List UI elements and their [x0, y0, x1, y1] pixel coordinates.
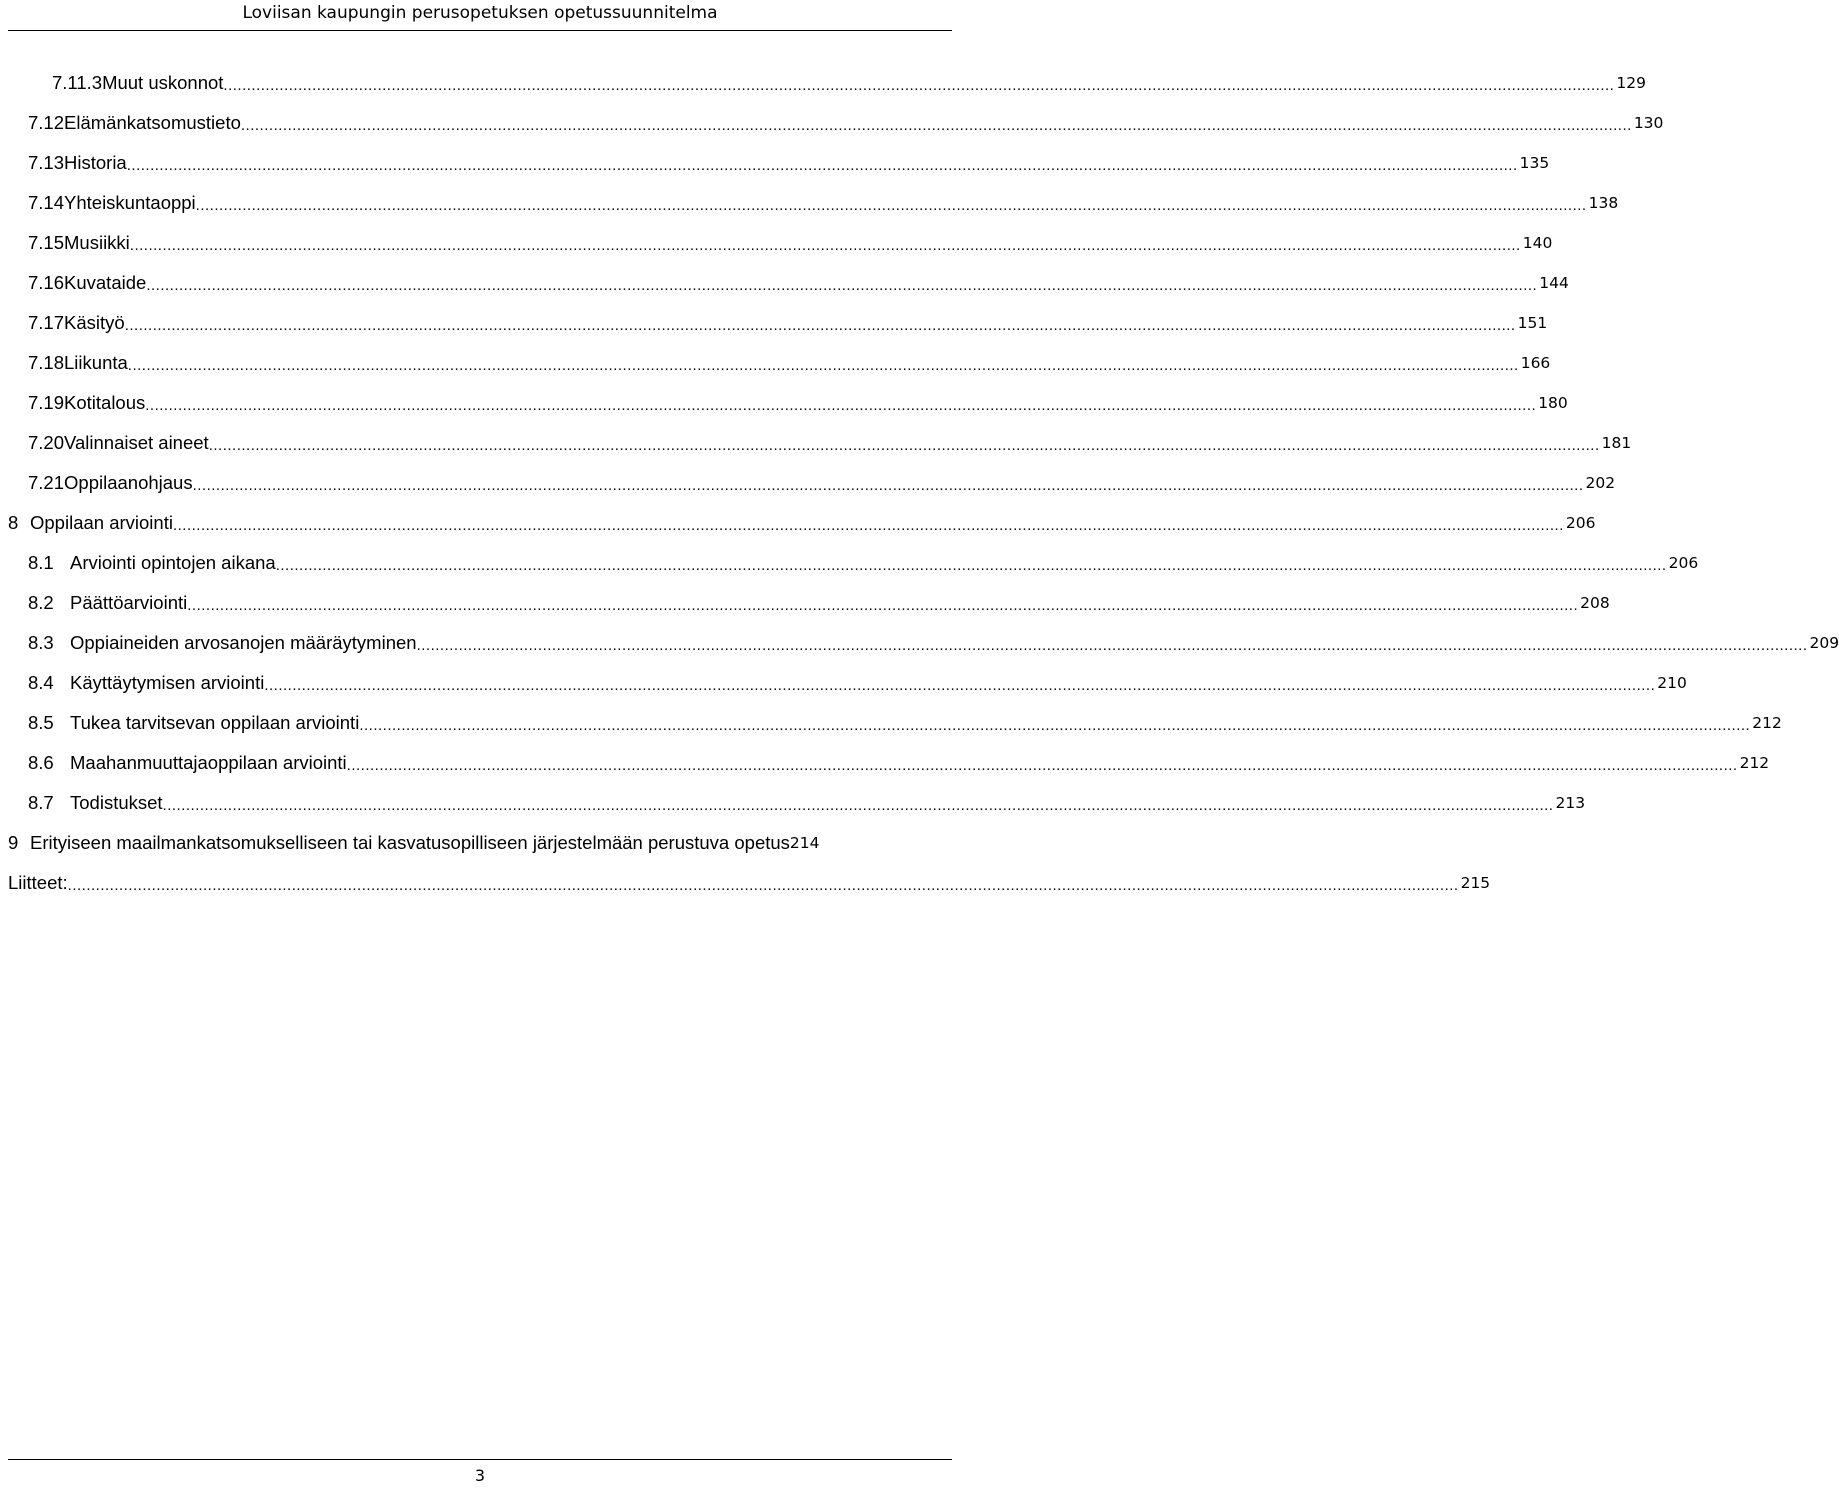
toc-dot-leader — [173, 513, 1564, 534]
toc-entry-number: 7.16 — [28, 272, 64, 294]
toc-entry-title: Tukea tarvitsevan oppilaan arviointi — [70, 712, 359, 734]
running-header: Loviisan kaupungin perusopetuksen opetussuunnitelma — [0, 0, 960, 27]
toc-dot-leader — [241, 113, 1632, 134]
toc-dot-leader — [417, 633, 1808, 654]
toc-entry-title: Liitteet: — [8, 872, 68, 894]
toc-entry-title: Käyttäytymisen arviointi — [70, 672, 264, 694]
toc-entry[interactable] — [28, 463, 952, 503]
toc-entry-number: 8 — [8, 512, 30, 534]
toc-entry-title: Historia — [64, 152, 127, 174]
toc-entry-page: 135 — [1518, 154, 1550, 172]
toc-entry-number: 7.14 — [28, 192, 64, 214]
toc-entry[interactable] — [28, 143, 952, 183]
toc-entry-page: 209 — [1808, 634, 1839, 652]
toc-entry[interactable] — [28, 303, 952, 343]
toc-entry[interactable] — [8, 863, 952, 903]
toc-dot-leader — [193, 473, 1584, 494]
toc-entry-title: Oppilaanohjaus — [64, 472, 193, 494]
toc-entry[interactable] — [28, 583, 952, 623]
toc-dot-leader — [276, 553, 1667, 574]
toc-entry-title: Kuvataide — [64, 272, 146, 294]
toc-entry-title: Päättöarviointi — [70, 592, 187, 614]
toc-dot-leader — [264, 673, 1655, 694]
toc-entry-title: Yhteiskuntaoppi — [64, 192, 196, 214]
toc-entry-page: 130 — [1632, 114, 1664, 132]
toc-dot-leader — [127, 153, 1518, 174]
toc-dot-leader — [196, 193, 1587, 214]
toc-entry[interactable] — [28, 543, 952, 583]
toc-entry[interactable] — [28, 103, 952, 143]
toc-entry[interactable] — [28, 743, 952, 783]
toc-entry-page: 214 — [790, 834, 820, 852]
toc-entry[interactable] — [28, 223, 952, 263]
toc-entry-number: 8.4 — [28, 672, 70, 694]
toc-entry-page: 138 — [1587, 194, 1619, 212]
toc-entry-number: 9 — [8, 832, 30, 854]
toc-entry-page: 208 — [1578, 594, 1610, 612]
toc-entry-title: Kotitalous — [64, 392, 145, 414]
footer-divider — [8, 1459, 952, 1460]
toc-entry-number: 7.15 — [28, 232, 64, 254]
toc-entry-number: 8.3 — [28, 632, 70, 654]
toc-entry-title: Arviointi opintojen aikana — [70, 552, 276, 574]
toc-dot-leader — [125, 313, 1516, 334]
toc-entry-page: 129 — [1614, 74, 1646, 92]
toc-entry-page: 206 — [1667, 554, 1699, 572]
toc-entry-title: Käsityö — [64, 312, 125, 334]
toc-entry-title: Todistukset — [70, 792, 163, 814]
toc-entry-page: 206 — [1564, 514, 1596, 532]
toc-entry-page: 212 — [1750, 714, 1782, 732]
toc-entry-number: 8.6 — [28, 752, 70, 774]
toc-dot-leader — [163, 793, 1554, 814]
toc-entry-page: 166 — [1519, 354, 1551, 372]
toc-entry-title: Muut uskonnot — [102, 72, 223, 94]
toc-dot-leader — [146, 273, 1537, 294]
toc-entry[interactable] — [28, 383, 952, 423]
toc-entry-page: 213 — [1553, 794, 1585, 812]
toc-entry-title: Musiikki — [64, 232, 130, 254]
toc-entry-title: Oppilaan arviointi — [30, 512, 173, 534]
toc-entry-number: 8.5 — [28, 712, 70, 734]
toc-dot-leader — [187, 593, 1578, 614]
toc-entry-page: 212 — [1738, 754, 1770, 772]
toc-dot-leader — [223, 73, 1614, 94]
toc-entry-page: 181 — [1600, 434, 1632, 452]
toc-entry-page: 210 — [1655, 674, 1687, 692]
toc-entry-page: 215 — [1459, 874, 1491, 892]
toc-entry-page: 140 — [1521, 234, 1553, 252]
toc-entry-number: 7.19 — [28, 392, 64, 414]
toc-entry[interactable] — [28, 783, 952, 823]
toc-entry-number: 7.12 — [28, 112, 64, 134]
page-number: 3 — [0, 1464, 960, 1488]
toc-entry-number: 8.2 — [28, 592, 70, 614]
toc-entry-number: 7.20 — [28, 432, 64, 454]
toc-entry-number: 7.13 — [28, 152, 64, 174]
toc-entry-title: Erityiseen maailmankatsomukselliseen tai kasvatusopilliseen järjestelmään perustuva opetus — [30, 832, 790, 854]
toc-entry[interactable] — [28, 703, 952, 743]
toc-entry-title: Oppiaineiden arvosanojen määräytyminen — [70, 632, 417, 654]
toc-dot-leader — [130, 233, 1521, 254]
toc-entry-title: Elämänkatsomustieto — [64, 112, 241, 134]
toc-entry[interactable] — [8, 823, 952, 863]
toc-entry-number: 7.11.3 — [52, 72, 102, 94]
toc-entry-page: 151 — [1516, 314, 1548, 332]
toc-entry[interactable] — [52, 63, 952, 103]
toc-entry-number: 8.1 — [28, 552, 70, 574]
toc-entry-title: Maahanmuuttajaoppilaan arviointi — [70, 752, 347, 774]
toc-entry-number: 7.18 — [28, 352, 64, 374]
toc-entry[interactable] — [28, 183, 952, 223]
toc-entry-page: 202 — [1584, 474, 1616, 492]
toc-entry[interactable] — [28, 663, 952, 703]
toc-entry-number: 7.17 — [28, 312, 64, 334]
toc-dot-leader — [359, 713, 1750, 734]
header-divider — [8, 30, 952, 31]
toc-dot-leader — [68, 873, 1459, 894]
toc-entry-title: Liikunta — [64, 352, 128, 374]
toc-entry-page: 144 — [1537, 274, 1569, 292]
toc-dot-leader — [347, 753, 1738, 774]
toc-entry-number: 8.7 — [28, 792, 70, 814]
toc-entry[interactable] — [28, 623, 952, 663]
toc-entry[interactable] — [28, 263, 952, 303]
toc-entry-title: Valinnaiset aineet — [64, 432, 209, 454]
toc-entry[interactable] — [28, 423, 952, 463]
toc-entry[interactable] — [28, 343, 952, 383]
toc-entry-page: 180 — [1536, 394, 1568, 412]
toc-entry-number: 7.21 — [28, 472, 64, 494]
toc-entry[interactable] — [8, 503, 952, 543]
toc-dot-leader — [128, 353, 1519, 374]
toc-dot-leader — [145, 393, 1536, 414]
toc-dot-leader — [209, 433, 1600, 454]
